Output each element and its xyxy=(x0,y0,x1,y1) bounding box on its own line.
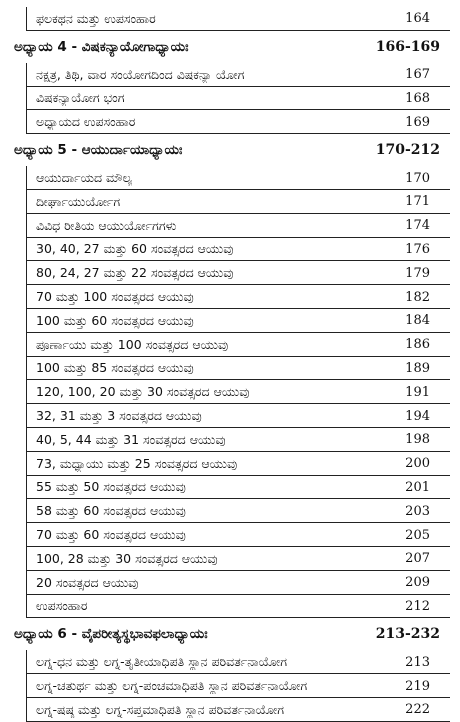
toc-entry-title: ಅಧ್ಯಾಯದ ಉಪಸಂಹಾರ xyxy=(36,114,136,130)
toc-entry-title: 40, 5, 44 ಮತ್ತು 31 ಸಂವತ್ಸರದ ಆಯುವು xyxy=(36,431,226,447)
toc-entry xyxy=(0,285,460,309)
toc-entry-title: 73, ಮಧ್ಯಾಯು ಮತ್ತು 25 ಸಂವತ್ಸರದ ಆಯುವು xyxy=(36,455,238,471)
toc-entry xyxy=(0,7,460,31)
toc-entry-title: ಲಗ್ನ-ಧನ ಮತ್ತು ಲಗ್ನ-ತೃತೀಯಾಧಿಪತಿ ಸ್ಥಾನ ಪರಿವರ್ತನಾಯೋಗ xyxy=(36,654,287,670)
chapter-heading xyxy=(0,134,460,166)
toc-entry-title: ನಕ್ಷತ್ರ, ತಿಥಿ, ವಾರ ಸಂಯೋಗದಿಂದ ವಿಷಕನ್ಯಾ ಯೋಗ xyxy=(36,66,245,82)
toc-entry-page: 205 xyxy=(405,527,430,543)
toc-entry-page: 171 xyxy=(405,194,430,210)
chapter-heading xyxy=(0,618,460,650)
toc-entry-page: 179 xyxy=(405,265,430,281)
toc-entry-page: 212 xyxy=(405,598,430,614)
toc-entry xyxy=(0,87,460,111)
toc-entry-title: ಲಗ್ನ-ಷಷ್ಠ ಮತ್ತು ಲಗ್ನ-ಸಪ್ತಮಾಧಿಪತಿ ಸ್ಥಾನ ಪರಿವರ್ತನಾಯೋಗ xyxy=(36,701,285,717)
toc-entry-title: ಫಲಕಥನ ಮತ್ತು ಉಪಸಂಹಾರ xyxy=(36,10,156,26)
toc-entry xyxy=(0,404,460,428)
toc-entry xyxy=(0,452,460,476)
chapter-page-range: 166-169 xyxy=(375,38,440,55)
toc-entry-page: 182 xyxy=(405,289,430,305)
toc-entry-page: 209 xyxy=(405,575,430,591)
toc-entry-page: 174 xyxy=(405,218,430,234)
toc-entry xyxy=(0,380,460,404)
toc-entry xyxy=(0,261,460,285)
toc-entry xyxy=(0,595,460,619)
toc-entry-title: 120, 100, 20 ಮತ್ತು 30 ಸಂವತ್ಸರದ ಆಯುವು xyxy=(36,384,250,400)
toc-entry-page: 168 xyxy=(405,90,430,106)
toc-entry-page: 222 xyxy=(405,702,430,718)
toc-entry xyxy=(0,547,460,571)
toc-entry-page: 186 xyxy=(405,337,430,353)
toc-entry-title: ಲಗ್ನ-ಚತುರ್ಥ ಮತ್ತು ಲಗ್ನ-ಪಂಚಮಾಧಿಪತಿ ಸ್ಥಾನ ಪರಿವರ್ತನಾಯೋಗ xyxy=(36,678,308,694)
chapter-title: ಅಧ್ಯಾಯ 6 - ವೈಪರೀತ್ಯಸ್ಥಭಾವಫಲಾಧ್ಯಾಯಃ xyxy=(14,626,208,643)
toc-entry xyxy=(0,523,460,547)
toc-entry-page: 191 xyxy=(405,384,430,400)
toc-entry-title: ವಿವಿಧ ರೀತಿಯ ಆಯುರ್ಯೋಗಗಳು xyxy=(36,217,177,233)
chapter-page-range: 213-232 xyxy=(375,626,440,643)
toc-entry-title: 20 ಸಂವತ್ಸರದ ಆಯುವು xyxy=(36,574,139,590)
toc-entry xyxy=(0,650,460,674)
toc-entry xyxy=(0,571,460,595)
toc-entry xyxy=(0,333,460,357)
toc-entry-page: 219 xyxy=(405,678,430,694)
toc-entry-title: ವಿಷಕನ್ಯಾಯೋಗ ಭಂಗ xyxy=(36,90,125,106)
toc-entry-title: ಆಯುರ್ದಾಯದ ಮೌಲ್ಯ xyxy=(36,170,133,186)
toc-entry-page: 170 xyxy=(405,170,430,186)
toc-entry-page: 169 xyxy=(405,114,430,130)
toc-entry-page: 207 xyxy=(405,551,430,567)
toc-entry-page: 184 xyxy=(405,313,430,329)
toc-entry-page: 167 xyxy=(405,67,430,83)
toc-entry-title: ಉಪಸಂಹಾರ xyxy=(36,598,88,614)
toc-entry xyxy=(0,357,460,381)
toc-entry-title: 58 ಮತ್ತು 60 ಸಂವತ್ಸರದ ಆಯುವು xyxy=(36,503,186,519)
toc-entry xyxy=(0,63,460,87)
chapter-page-range: 170-212 xyxy=(375,142,440,159)
toc-entry-title: 100, 28 ಮತ್ತು 30 ಸಂವತ್ಸರದ ಆಯುವು xyxy=(36,550,218,566)
toc-entry xyxy=(0,499,460,523)
chapter-title: ಅಧ್ಯಾಯ 4 - ವಿಷಕನ್ಯಾಯೋಗಾಧ್ಯಾಯಃ xyxy=(14,38,189,55)
toc-entry-title: 55 ಮತ್ತು 50 ಸಂವತ್ಸರದ ಆಯುವು xyxy=(36,479,186,495)
chapter-title: ಅಧ್ಯಾಯ 5 - ಆಯುರ್ದಾಯಾಧ್ಯಾಯಃ xyxy=(14,142,183,159)
toc-entry-title: 100 ಮತ್ತು 60 ಸಂವತ್ಸರದ ಆಯುವು xyxy=(36,312,194,328)
chapter-heading xyxy=(0,31,460,63)
toc-entry-page: 189 xyxy=(405,360,430,376)
toc-entry-title: ದೀರ್ಘಾಯುರ್ಯೋಗ xyxy=(36,193,121,209)
toc-entry xyxy=(0,309,460,333)
toc-entry-title: 70 ಮತ್ತು 60 ಸಂವತ್ಸರದ ಆಯುವು xyxy=(36,527,186,543)
toc-entry xyxy=(0,190,460,214)
toc-entry xyxy=(0,674,460,698)
toc-entry-page: 200 xyxy=(405,456,430,472)
toc-entry-title: 70 ಮತ್ತು 100 ಸಂವತ್ಸರದ ಆಯುವು xyxy=(36,289,194,305)
toc-entry-page: 213 xyxy=(405,654,430,670)
toc-entry xyxy=(0,428,460,452)
toc-entry-page: 198 xyxy=(405,432,430,448)
toc-entry-page: 203 xyxy=(405,503,430,519)
toc-entry-page: 176 xyxy=(405,241,430,257)
toc-entry xyxy=(0,214,460,238)
toc-entry-title: 100 ಮತ್ತು 85 ಸಂವತ್ಸರದ ಆಯುವು xyxy=(36,360,194,376)
toc-entry-title: ಪೂರ್ಣಾಯು ಮತ್ತು 100 ಸಂವತ್ಸರದ ಆಯುವು xyxy=(36,336,229,352)
toc-entry xyxy=(0,166,460,190)
toc-entry-page: 164 xyxy=(405,11,430,27)
toc-entry-title: 32, 31 ಮತ್ತು 3 ಸಂವತ್ಸರದ ಆಯುವು xyxy=(36,408,202,424)
toc-entry-title: 30, 40, 27 ಮತ್ತು 60 ಸಂವತ್ಸರದ ಆಯುವು xyxy=(36,241,234,257)
toc-entry xyxy=(0,476,460,500)
toc-entry-page: 201 xyxy=(405,479,430,495)
toc-entry xyxy=(0,238,460,262)
toc-entry-title: 80, 24, 27 ಮತ್ತು 22 ಸಂವತ್ಸರದ ಆಯುವು xyxy=(36,265,234,281)
toc-entry xyxy=(0,698,460,722)
toc-entry xyxy=(0,110,460,134)
toc-entry-page: 194 xyxy=(405,408,430,424)
